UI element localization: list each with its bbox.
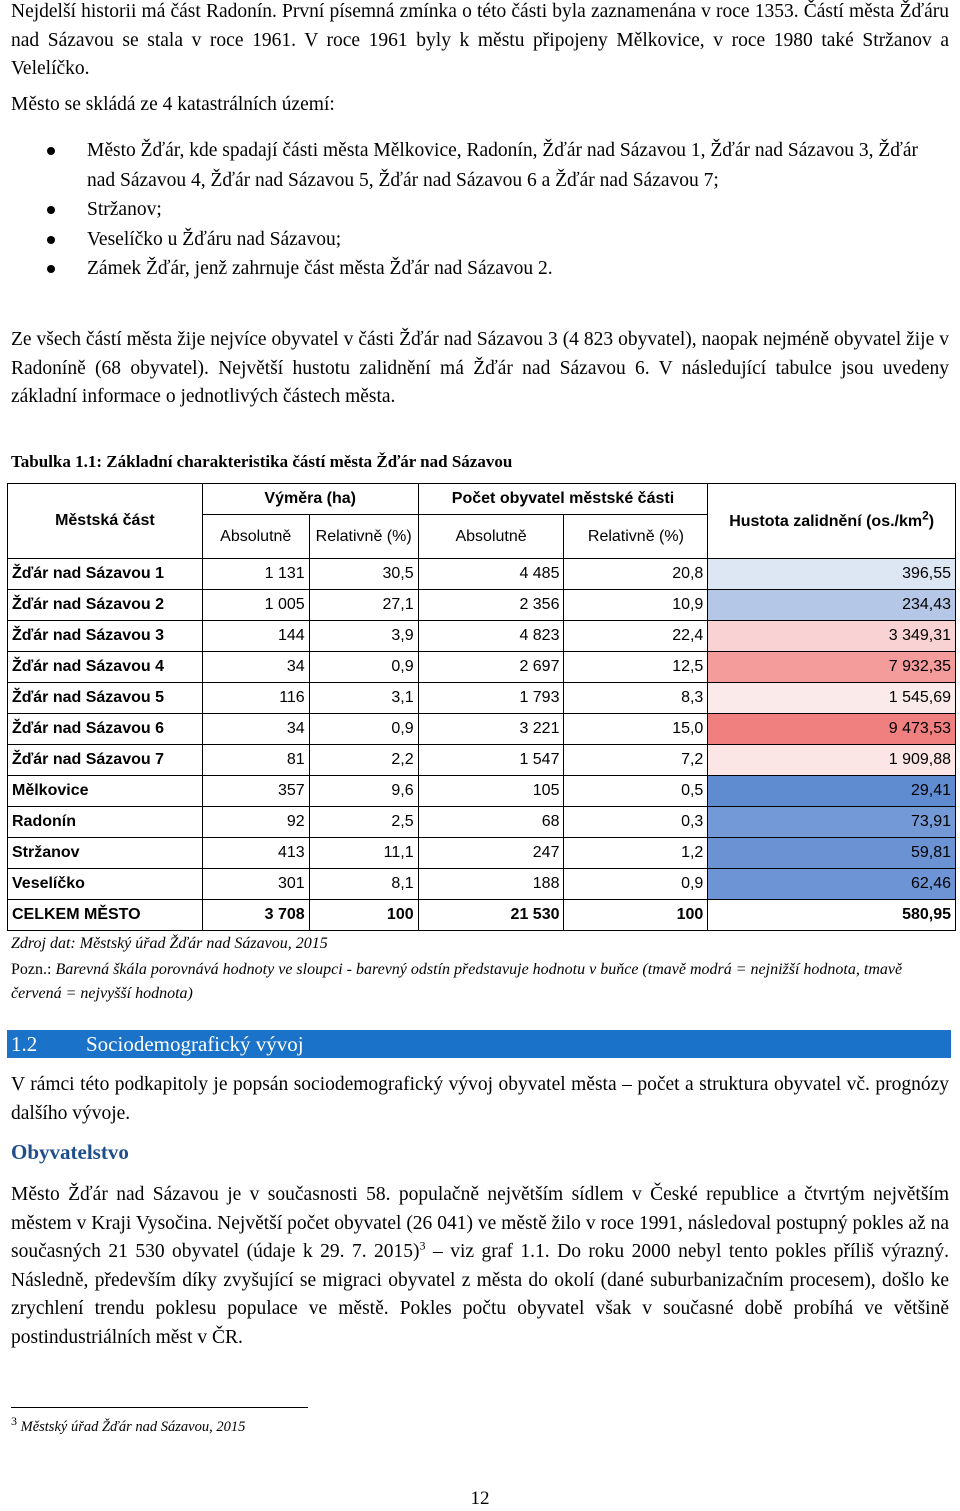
- cell-density: 396,55: [708, 559, 956, 590]
- cell-pop-absolute: 2 356: [418, 590, 564, 621]
- header-area-absolute: Absolutně: [202, 515, 309, 559]
- cell-density: 234,43: [708, 590, 956, 621]
- cell-pop-absolute: 1 793: [418, 683, 564, 714]
- page-number: 12: [470, 1488, 490, 1509]
- cell-part-name: Žďár nad Sázavou 3: [8, 621, 203, 652]
- paragraph-population-trend: [11, 1181, 949, 1352]
- header-density-text: Hustota zalidnění (os./km: [729, 512, 923, 530]
- cell-area-relative: 9,6: [309, 776, 418, 807]
- cell-pop-absolute: 4 485: [418, 559, 564, 590]
- cell-area-absolute: 413: [202, 838, 309, 869]
- cadastral-list-item: [0, 225, 960, 255]
- cell-density: 580,95: [708, 900, 956, 931]
- cell-pop-relative: 20,8: [564, 559, 708, 590]
- footnote-number: 3: [11, 1414, 17, 1429]
- note-text: Barevná škála porovnává hodnoty ve sloupci - barevný odstín představuje hodnotu v buňce (tmavě modrá = nejnižší hodnota, tmavě červená = nejvyšší hodnota): [11, 961, 903, 1002]
- subheading-population: Obyvatelstvo: [11, 1140, 129, 1164]
- cell-pop-absolute: 188: [418, 869, 564, 900]
- table-row: [8, 652, 956, 683]
- cell-part-name: Žďár nad Sázavou 4: [8, 652, 203, 683]
- table-note: [11, 958, 949, 1006]
- cadastral-list-text: Město Žďár, kde spadají části města Mělkovice, Radonín, Žďár nad Sázavou 1, Žďár nad Sázavou 3, Žďár nad Sázavou 4, Žďár nad Sázavou 5, Žďár nad Sázavou 6 a Žďár nad Sázavou 7;: [87, 140, 919, 191]
- cell-density: 7 932,35: [708, 652, 956, 683]
- cell-area-absolute: 1 005: [202, 590, 309, 621]
- table-caption: Tabulka 1.1: Základní charakteristika částí města Žďár nad Sázavou: [11, 452, 513, 471]
- cell-area-absolute: 116: [202, 683, 309, 714]
- section-number: 1.2: [11, 1032, 38, 1056]
- cell-pop-relative: 10,9: [564, 590, 708, 621]
- cell-part-name: Žďár nad Sázavou 1: [8, 559, 203, 590]
- cell-part-name: Veselíčko: [8, 869, 203, 900]
- section-title: Sociodemografický vývoj: [86, 1032, 304, 1056]
- cell-area-relative: 3,1: [309, 683, 418, 714]
- cell-pop-relative: 1,2: [564, 838, 708, 869]
- cell-area-absolute: 1 131: [202, 559, 309, 590]
- table-body: [8, 559, 956, 931]
- cell-density: 29,41: [708, 776, 956, 807]
- cell-part-name: Žďár nad Sázavou 6: [8, 714, 203, 745]
- cell-part-name: CELKEM MĚSTO: [8, 900, 203, 931]
- header-area: Výměra (ha): [202, 484, 418, 515]
- cell-area-relative: 11,1: [309, 838, 418, 869]
- cell-density: 62,46: [708, 869, 956, 900]
- cell-density: 73,91: [708, 807, 956, 838]
- cell-pop-absolute: 4 823: [418, 621, 564, 652]
- paragraph-section-intro: V rámci této podkapitoly je popsán sociodemografický vývoj obyvatel města – počet a struktura obyvatel vč. prognózy dalšího vývoje.: [11, 1074, 949, 1124]
- cadastral-list-item: [0, 254, 960, 284]
- cell-pop-relative: 0,9: [564, 869, 708, 900]
- cadastral-list-text: Stržanov;: [87, 199, 162, 220]
- cadastral-list-text: Zámek Žďár, jenž zahrnuje část města Žďár nad Sázavou 2.: [87, 258, 553, 279]
- table-total-row: [8, 900, 956, 931]
- cell-area-absolute: 81: [202, 745, 309, 776]
- cadastral-list-item: [0, 195, 960, 225]
- bullet-icon: [47, 236, 55, 244]
- cell-area-absolute: 301: [202, 869, 309, 900]
- paragraph-history: Nejdelší historii má část Radonín. První písemná zmínka o této části byla zaznamenána v roce 1353. Částí města Žďáru nad Sázavou se stala v roce 1961. V roce 1961 byly k městu připojeny Mělkovice, v roce 1980 také Stržanov a Velelíčko.: [11, 1, 949, 79]
- cell-area-relative: 0,9: [309, 652, 418, 683]
- cell-area-absolute: 34: [202, 652, 309, 683]
- section-heading-bar: [7, 1030, 951, 1058]
- table-row: [8, 559, 956, 590]
- cell-part-name: Žďár nad Sázavou 2: [8, 590, 203, 621]
- cell-pop-relative: 8,3: [564, 683, 708, 714]
- bullet-icon: [47, 265, 55, 273]
- cell-pop-absolute: 2 697: [418, 652, 564, 683]
- cell-pop-relative: 0,3: [564, 807, 708, 838]
- paragraph-cadastral-intro: Město se skládá ze 4 katastrálních území:: [11, 94, 335, 115]
- cell-pop-relative: 12,5: [564, 652, 708, 683]
- cell-part-name: Žďár nad Sázavou 5: [8, 683, 203, 714]
- table-source: Zdroj dat: Městský úřad Žďár nad Sázavou, 2015: [11, 935, 328, 952]
- note-label: Pozn.:: [11, 961, 52, 978]
- table-row: [8, 838, 956, 869]
- table-row: [8, 714, 956, 745]
- cell-pop-absolute: 3 221: [418, 714, 564, 745]
- header-density-end: ): [928, 512, 935, 530]
- cell-area-relative: 30,5: [309, 559, 418, 590]
- cell-pop-relative: 22,4: [564, 621, 708, 652]
- cell-area-relative: 3,9: [309, 621, 418, 652]
- cell-density: 59,81: [708, 838, 956, 869]
- table-row: [8, 776, 956, 807]
- population-text-start: Město Žďár nad Sázavou je v současnosti 58. populačně největším sídlem v České republice a čtvrtým největším městem v Kraji Vysočina. Největší počet obyvatel (26 041) ve městě žilo v roce 1991, následoval postupný pokles až na současných 21 530 obyvatel (údaje k 29. 7. 2015): [11, 1184, 949, 1262]
- cell-area-relative: 8,1: [309, 869, 418, 900]
- cell-pop-absolute: 1 547: [418, 745, 564, 776]
- cadastral-list-text: Veselíčko u Žďáru nad Sázavou;: [87, 228, 342, 250]
- cell-part-name: Žďár nad Sázavou 7: [8, 745, 203, 776]
- cell-pop-absolute: 105: [418, 776, 564, 807]
- table-row: [8, 807, 956, 838]
- cell-area-relative: 27,1: [309, 590, 418, 621]
- header-density-sup: 2: [922, 508, 929, 523]
- population-text-end: – viz graf 1.1. Do roku 2000 nebyl tento pokles příliš výrazný. Následně, především díky zvyšující se migraci obyvatel z města do okolí (dané suburbanizačním procesem), došlo ke zrychlení trendu poklesu populace ve městě. Pokles počtu obyvatel však v současné době probíhá ve většině postindustriálních měst v ČR.: [11, 1241, 949, 1348]
- bullet-icon: [47, 206, 55, 214]
- cell-area-relative: 100: [309, 900, 418, 931]
- cell-area-relative: 2,2: [309, 745, 418, 776]
- cell-density: 1 909,88: [708, 745, 956, 776]
- city-parts-table: [7, 483, 956, 931]
- footnote: [11, 1414, 246, 1436]
- cell-density: 1 545,69: [708, 683, 956, 714]
- cell-pop-relative: 15,0: [564, 714, 708, 745]
- cell-pop-relative: 0,5: [564, 776, 708, 807]
- footnote-text: Městský úřad Žďár nad Sázavou, 2015: [20, 1419, 246, 1435]
- cell-pop-relative: 100: [564, 900, 708, 931]
- cell-pop-absolute: 247: [418, 838, 564, 869]
- cell-pop-absolute: 68: [418, 807, 564, 838]
- cadastral-list: [0, 136, 960, 284]
- cell-part-name: Mělkovice: [8, 776, 203, 807]
- footnote-ref: 3: [419, 1238, 426, 1253]
- cadastral-list-item: [0, 136, 960, 195]
- cell-area-absolute: 3 708: [202, 900, 309, 931]
- cell-density: 9 473,53: [708, 714, 956, 745]
- table-row: [8, 869, 956, 900]
- cell-area-absolute: 34: [202, 714, 309, 745]
- table-row: [8, 683, 956, 714]
- header-density: [708, 484, 956, 559]
- bullet-icon: [47, 147, 55, 155]
- header-population: Počet obyvatel městské části: [418, 484, 708, 515]
- cell-pop-absolute: 21 530: [418, 900, 564, 931]
- cell-part-name: Radonín: [8, 807, 203, 838]
- table-row: [8, 621, 956, 652]
- cell-density: 3 349,31: [708, 621, 956, 652]
- cell-part-name: Stržanov: [8, 838, 203, 869]
- cell-area-relative: 0,9: [309, 714, 418, 745]
- footnote-separator: [11, 1407, 308, 1408]
- cell-area-relative: 2,5: [309, 807, 418, 838]
- table-row: [8, 745, 956, 776]
- cell-area-absolute: 144: [202, 621, 309, 652]
- paragraph-population-summary: Ze všech částí města žije nejvíce obyvatel v části Žďár nad Sázavou 3 (4 823 obyvatel), naopak nejméně obyvatel žije v Radoníně (68 obyvatel). Největší hustotu zalidnění má Žďár nad Sázavou 6. V následující tabulce jsou uvedeny základní informace o jednotlivých částech města.: [11, 329, 949, 407]
- header-area-relative: Relativně (%): [309, 515, 418, 559]
- header-pop-absolute: Absolutně: [418, 515, 564, 559]
- header-pop-relative: Relativně (%): [564, 515, 708, 559]
- cell-area-absolute: 357: [202, 776, 309, 807]
- cell-area-absolute: 92: [202, 807, 309, 838]
- table-row: [8, 590, 956, 621]
- header-part: Městská část: [8, 484, 203, 559]
- cell-pop-relative: 7,2: [564, 745, 708, 776]
